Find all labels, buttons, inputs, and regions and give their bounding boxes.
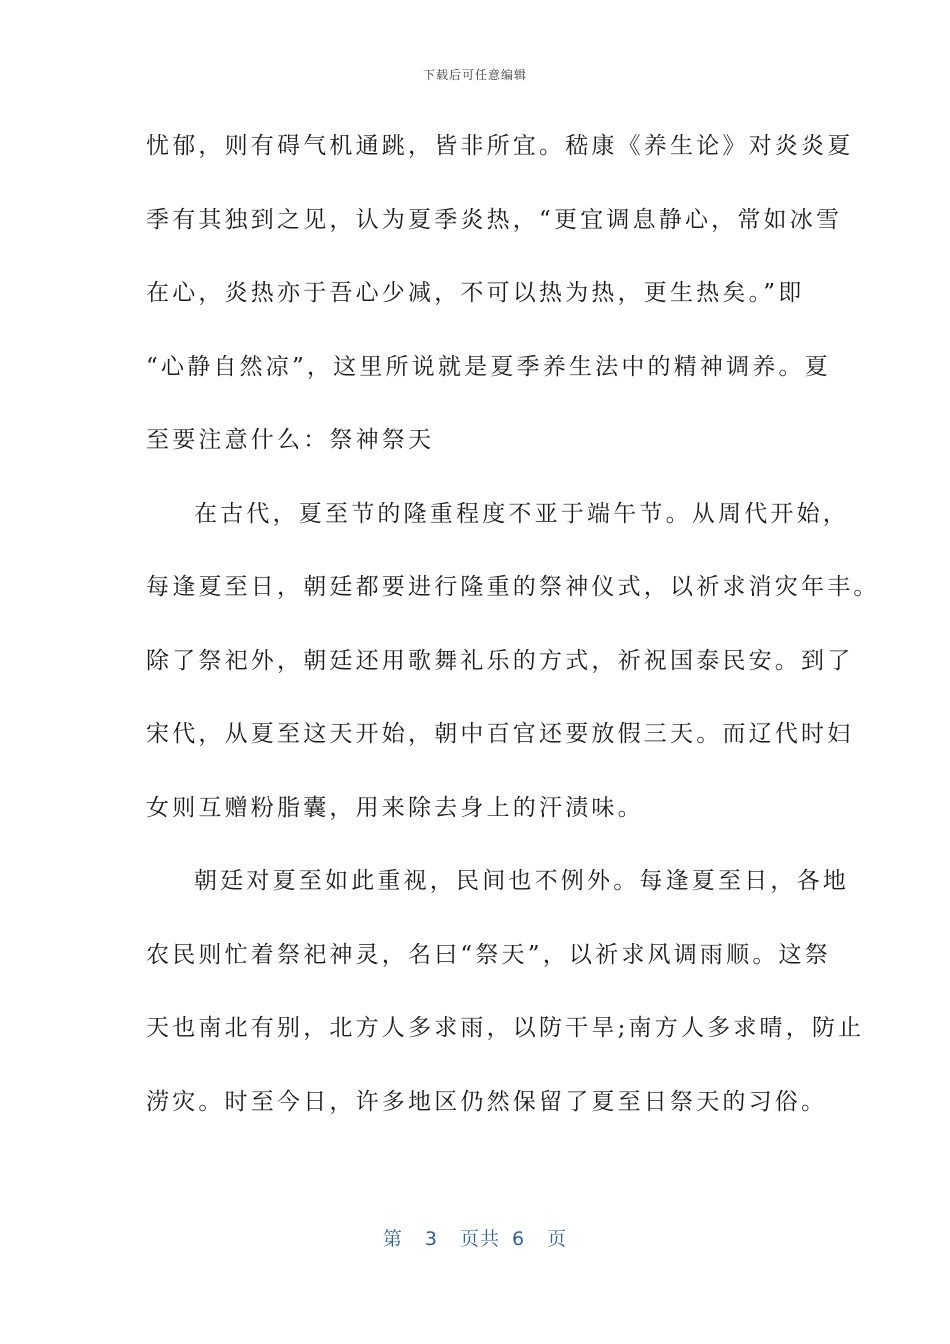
text-line: 至要注意什么：祭神祭天 xyxy=(146,427,435,453)
page-number-footer xyxy=(0,1224,950,1251)
document-body xyxy=(146,128,880,1157)
footer-suffix: 页 xyxy=(547,1228,568,1250)
header-note: 下载后可任意编辑 xyxy=(422,68,527,82)
text-line: 宋代，从夏至这天开始，朝中百官还要放假三天。而辽代时妇 xyxy=(146,721,854,747)
text-line: 农民则忙着祭祀神灵，名曰“祭天”，以祈求风调雨顺。这祭 xyxy=(146,941,831,968)
text-line: 季有其独到之见，认为夏季炎热，“更宜调息静心，常如冰雪 xyxy=(146,206,843,233)
text-line: “心静自然凉”，这里所说就是夏季养生法中的精神调养。夏 xyxy=(146,353,831,380)
footer-middle: 页共 xyxy=(459,1228,500,1250)
text-line: 天也南北有别，北方人多求雨，以防干旱;南方人多求晴，防止 xyxy=(146,1015,865,1041)
text-line: 女则互赠粉脂囊，用来除去身上的汗渍味。 xyxy=(146,794,644,821)
text-line: 涝灾。时至今日，许多地区仍然保留了夏至日祭天的习俗。 xyxy=(146,1088,828,1115)
text-line: 每逢夏至日，朝廷都要进行隆重的祭神仪式，以祈求消灾年丰。 xyxy=(146,574,880,600)
total-page-number: 6 xyxy=(512,1228,526,1250)
paragraph-first-line: 在古代，夏至节的隆重程度不亚于端午节。从周代开始， xyxy=(194,500,849,527)
text-line: 在心，炎热亦于吾心少减，不可以热为热，更生热矣。”即 xyxy=(146,280,805,306)
footer-prefix: 第 xyxy=(382,1228,403,1250)
text-line: 忧郁，则有碍气机通跳，皆非所宜。嵇康《养生论》对炎炎夏 xyxy=(146,133,854,159)
current-page-number: 3 xyxy=(424,1228,438,1250)
paragraph-first-line: 朝廷对夏至如此重视，民间也不例外。每逢夏至日，各地 xyxy=(194,868,849,894)
text-line: 除了祭祀外，朝廷还用歌舞礼乐的方式，祈祝国泰民安。到了 xyxy=(146,647,854,674)
